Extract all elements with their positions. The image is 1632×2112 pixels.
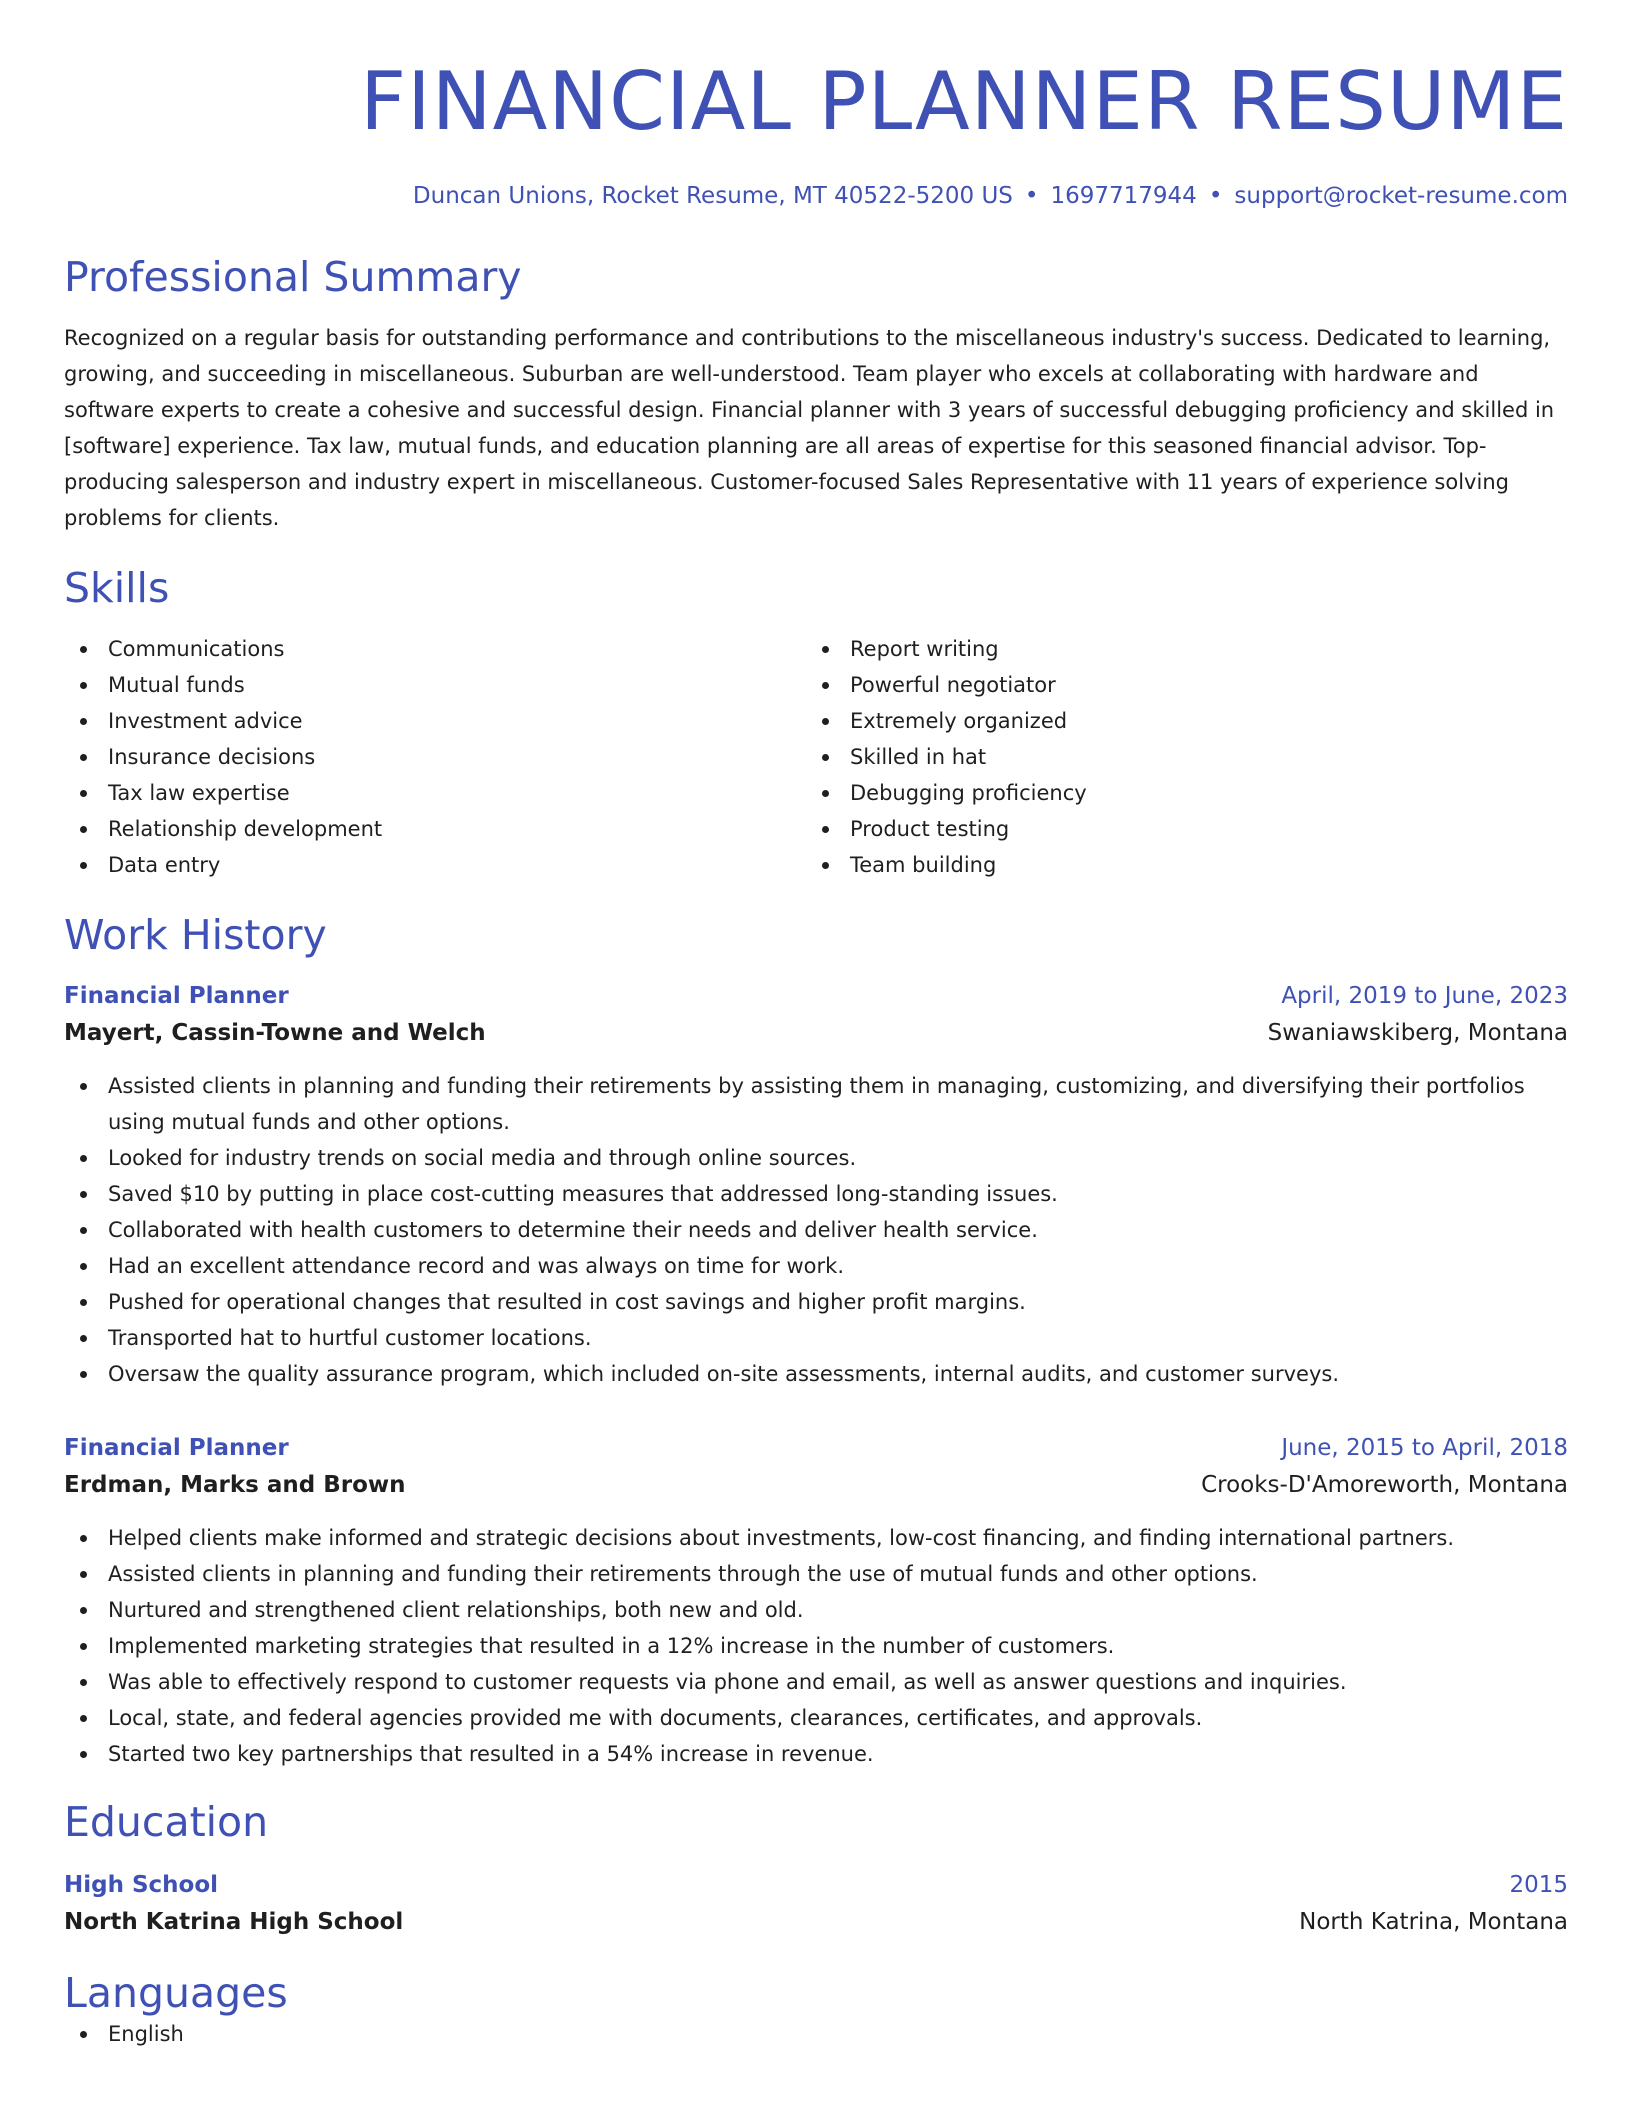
education-heading: Education [64, 1797, 269, 1846]
bullet-icon [80, 1335, 87, 1342]
contact-line [64, 183, 1568, 211]
bullet-icon [80, 790, 87, 797]
job-duty-text: Helped clients make informed and strategic decisions about investments, low-cost financing, and finding international partners. [108, 1525, 1455, 1550]
job-header-row [64, 1430, 1568, 1466]
job-duty [64, 1140, 1568, 1176]
bullet-icon [822, 826, 829, 833]
skill-item [806, 739, 1548, 775]
skill-item [806, 631, 1548, 667]
contact-email: support@rocket-resume.com [1234, 183, 1568, 209]
job-role: Financial Planner [64, 1434, 289, 1461]
language-item [64, 2016, 1568, 2052]
job-header-row [64, 978, 1568, 1014]
job-role: Financial Planner [64, 982, 289, 1009]
summary-heading: Professional Summary [64, 252, 522, 301]
education-location: North Katrina, Montana [1299, 1908, 1568, 1935]
education-year: 2015 [1509, 1871, 1568, 1898]
bullet-icon [822, 754, 829, 761]
job-duty [64, 1628, 1568, 1664]
job-duty [64, 1736, 1568, 1772]
education-school-row [64, 1903, 1568, 1941]
bullet-icon [80, 1751, 87, 1758]
resume-header [64, 0, 1568, 211]
language-label: English [108, 2022, 184, 2047]
skills-column-left [64, 631, 806, 883]
job-location: Swaniawskiberg, Montana [1267, 1019, 1568, 1046]
job-duty-text: Assisted clients in planning and funding their retirements by assisting them in managing, customizing, and diversifying their portfolios using mutual funds and other options. [108, 1073, 1525, 1134]
job-duty-text: Local, state, and federal agencies provided me with documents, clearances, certificates, and approvals. [108, 1705, 1203, 1730]
job-duty-text: Started two key partnerships that resulted in a 54% increase in revenue. [108, 1741, 874, 1766]
job-duty-text: Pushed for operational changes that resulted in cost savings and higher profit margins. [108, 1289, 1026, 1314]
skill-label: Powerful negotiator [850, 672, 1056, 697]
bullet-icon [80, 1083, 87, 1090]
bullet-icon [80, 1535, 87, 1542]
skill-label: Data entry [108, 852, 221, 877]
bullet-icon [822, 862, 829, 869]
skill-item [806, 847, 1548, 883]
work-history-heading: Work History [64, 910, 327, 959]
job-duty-text: Had an excellent attendance record and was always on time for work. [108, 1253, 845, 1278]
skill-item [64, 811, 806, 847]
skill-label: Report writing [850, 636, 999, 661]
bullet-icon [822, 718, 829, 725]
job-duty [64, 1556, 1568, 1592]
job-dates: June, 2015 to April, 2018 [1281, 1434, 1568, 1461]
bullet-icon [80, 646, 87, 653]
education-degree: High School [64, 1871, 219, 1898]
education-school: North Katrina High School [64, 1908, 404, 1935]
skills-column-right [806, 631, 1548, 883]
job-duty-text: Oversaw the quality assurance program, which included on-site assessments, internal audits, and customer surveys. [108, 1361, 1340, 1386]
skill-label: Insurance decisions [108, 744, 316, 769]
skill-item [64, 847, 806, 883]
job-duty [64, 1356, 1568, 1392]
skill-item [806, 811, 1548, 847]
job-duty-text: Transported hat to hurtful customer locations. [108, 1325, 592, 1350]
job-dates: April, 2019 to June, 2023 [1281, 982, 1568, 1009]
skill-item [64, 667, 806, 703]
bullet-icon [80, 1371, 87, 1378]
skill-label: Tax law expertise [108, 780, 290, 805]
skill-label: Debugging proficiency [850, 780, 1087, 805]
bullet-icon [80, 754, 87, 761]
bullet-icon [80, 682, 87, 689]
skills-list-right [806, 631, 1548, 883]
summary-text: Recognized on a regular basis for outstanding performance and contributions to the miscellaneous industry's success. Dedicated to learning, growing, and succeeding in miscellaneous. Suburban are well-understood. Team player who excels at collaborating with hardware and software experts to create a cohesive and successful design. Financial planner with 3 years of successful debugging proficiency and skilled in [software] experience. Tax law, mutual funds, and education planning are all areas of expertise for this seasoned financial advisor. Top-producing salesperson and industry expert in miscellaneous. Customer-focused Sales Representative with 11 years of experience solving problems for clients. [64, 325, 1555, 530]
bullet-icon [822, 682, 829, 689]
skill-item [64, 739, 806, 775]
skills-heading: Skills [64, 563, 170, 612]
skills-list-left [64, 631, 806, 883]
skill-item [64, 703, 806, 739]
skill-item [806, 667, 1548, 703]
skill-label: Skilled in hat [850, 744, 987, 769]
resume-title: FINANCIAL PLANNER RESUME [360, 55, 1568, 148]
bullet-icon [80, 1263, 87, 1270]
job-employer-row [64, 1014, 1568, 1052]
contact-separator: • [1208, 183, 1223, 209]
bullet-icon [80, 826, 87, 833]
job-entry [64, 978, 1568, 1392]
languages-list [64, 2016, 1568, 2052]
job-duty [64, 1592, 1568, 1628]
job-employer: Erdman, Marks and Brown [64, 1471, 406, 1498]
job-duty-text: Nurtured and strengthened client relationships, both new and old. [108, 1597, 804, 1622]
skill-item [806, 775, 1548, 811]
bullet-icon [80, 1571, 87, 1578]
job-duty [64, 1176, 1568, 1212]
contact-phone: 1697717944 [1050, 183, 1197, 209]
skill-label: Product testing [850, 816, 1010, 841]
skill-label: Relationship development [108, 816, 383, 841]
job-duty [64, 1700, 1568, 1736]
skill-label: Communications [108, 636, 285, 661]
job-duty [64, 1248, 1568, 1284]
skill-label: Extremely organized [850, 708, 1068, 733]
contact-address: Duncan Unions, Rocket Resume, MT 40522-5200 US [412, 183, 1013, 209]
bullet-icon [80, 1299, 87, 1306]
bullet-icon [80, 1679, 87, 1686]
job-employer-row [64, 1466, 1568, 1504]
job-duty-text: Was able to effectively respond to customer requests via phone and email, as well as answer questions and inquiries. [108, 1669, 1347, 1694]
job-location: Crooks-D'Amoreworth, Montana [1201, 1471, 1568, 1498]
bullet-icon [80, 1227, 87, 1234]
job-duty [64, 1520, 1568, 1556]
contact-separator: • [1024, 183, 1039, 209]
education-entry [64, 1867, 1568, 1941]
skill-label: Team building [850, 852, 997, 877]
bullet-icon [80, 1607, 87, 1614]
skill-item [806, 703, 1548, 739]
skills-grid [64, 631, 1568, 883]
skill-item [64, 775, 806, 811]
job-duty [64, 1664, 1568, 1700]
bullet-icon [80, 1643, 87, 1650]
job-duty-text: Saved $10 by putting in place cost-cutting measures that addressed long-standing issues. [108, 1181, 1058, 1206]
job-duties-list [64, 1520, 1568, 1772]
job-duty-text: Looked for industry trends on social media and through online sources. [108, 1145, 857, 1170]
job-duty [64, 1284, 1568, 1320]
job-duty [64, 1320, 1568, 1356]
bullet-icon [822, 646, 829, 653]
job-duty-text: Collaborated with health customers to determine their needs and deliver health service. [108, 1217, 1038, 1242]
bullet-icon [80, 862, 87, 869]
bullet-icon [80, 1715, 87, 1722]
job-duty-text: Assisted clients in planning and funding their retirements through the use of mutual funds and other options. [108, 1561, 1258, 1586]
job-duty [64, 1068, 1568, 1140]
bullet-icon [80, 1191, 87, 1198]
bullet-icon [80, 1155, 87, 1162]
job-duties-list [64, 1068, 1568, 1392]
job-duty [64, 1212, 1568, 1248]
bullet-icon [80, 2031, 87, 2038]
skill-label: Mutual funds [108, 672, 245, 697]
job-duty-text: Implemented marketing strategies that resulted in a 12% increase in the number of customers. [108, 1633, 1115, 1658]
bullet-icon [822, 790, 829, 797]
bullet-icon [80, 718, 87, 725]
resume-page [64, 0, 1568, 2052]
job-entry [64, 1430, 1568, 1772]
job-employer: Mayert, Cassin-Towne and Welch [64, 1019, 486, 1046]
education-header-row [64, 1867, 1568, 1903]
skill-item [64, 631, 806, 667]
skill-label: Investment advice [108, 708, 303, 733]
languages-heading: Languages [64, 1968, 288, 2017]
